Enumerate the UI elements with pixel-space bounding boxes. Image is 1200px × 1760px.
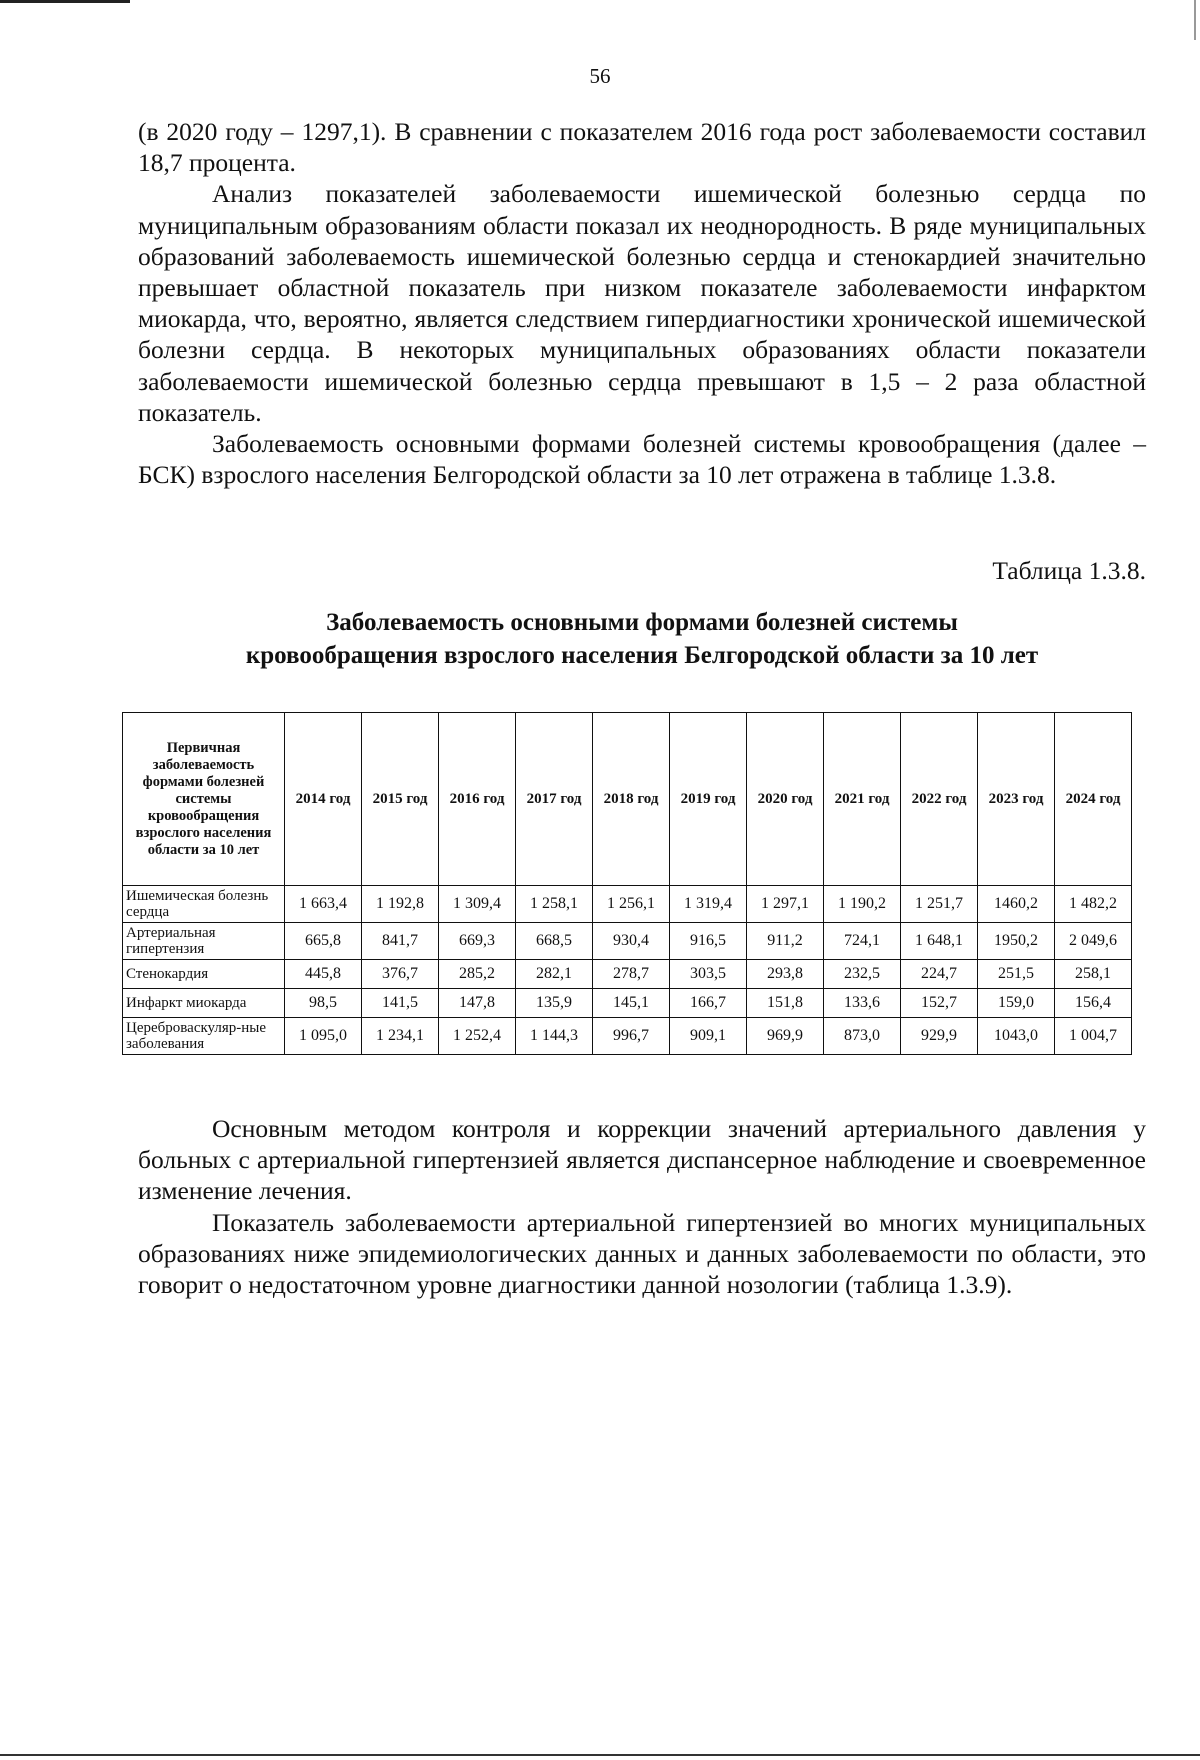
table-cell: 1 297,1 xyxy=(747,886,824,923)
table-cell: 969,9 xyxy=(747,1018,824,1055)
table-cell: 1 663,4 xyxy=(285,886,362,923)
table-cell: 911,2 xyxy=(747,923,824,960)
table-cell: 303,5 xyxy=(670,960,747,989)
table-cell: 909,1 xyxy=(670,1018,747,1055)
table-cell: 1043,0 xyxy=(978,1018,1055,1055)
table-cell: 151,8 xyxy=(747,989,824,1018)
outro-text xyxy=(138,1113,1146,1300)
table-cell: 156,4 xyxy=(1055,989,1132,1018)
table-cell: 1 258,1 xyxy=(516,886,593,923)
table-cell: 232,5 xyxy=(824,960,901,989)
table-cell: 1950,2 xyxy=(978,923,1055,960)
table-cell: 159,0 xyxy=(978,989,1055,1018)
table-cell: 669,3 xyxy=(439,923,516,960)
table-cell: 133,6 xyxy=(824,989,901,1018)
table-cell: 929,9 xyxy=(901,1018,978,1055)
year-header: 2023 год xyxy=(978,713,1055,886)
table-title xyxy=(138,606,1146,672)
table-cell: 293,8 xyxy=(747,960,824,989)
row-label: Ишемическая болезнь сердца xyxy=(123,886,285,923)
table-cell: 1 190,2 xyxy=(824,886,901,923)
year-header: 2016 год xyxy=(439,713,516,886)
table-row xyxy=(123,989,1132,1018)
table-cell: 1 192,8 xyxy=(362,886,439,923)
table-cell: 665,8 xyxy=(285,923,362,960)
outro-paragraph: Основным методом контроля и коррекции значений артериального давления у больных с артериальной гипертензией является диспансерное наблюдение и своевременное изменение лечения. xyxy=(138,1114,1146,1206)
table-cell: 1 256,1 xyxy=(593,886,670,923)
table-cell: 141,5 xyxy=(362,989,439,1018)
intro-paragraph: Заболеваемость основными формами болезней системы кровообращения (далее – БСК) взрослого населения Белгородской области за 10 лет отражена в таблице 1.3.8. xyxy=(138,429,1146,490)
year-header: 2020 год xyxy=(747,713,824,886)
table-cell: 1 251,7 xyxy=(901,886,978,923)
row-label: Инфаркт миокарда xyxy=(123,989,285,1018)
table-cell: 135,9 xyxy=(516,989,593,1018)
table-cell: 166,7 xyxy=(670,989,747,1018)
table-cell: 1 004,7 xyxy=(1055,1018,1132,1055)
table-cell: 841,7 xyxy=(362,923,439,960)
table-cell: 282,1 xyxy=(516,960,593,989)
table-cell: 1 144,3 xyxy=(516,1018,593,1055)
table-row xyxy=(123,1018,1132,1055)
table-cell: 445,8 xyxy=(285,960,362,989)
table-cell: 1 482,2 xyxy=(1055,886,1132,923)
year-header: 2017 год xyxy=(516,713,593,886)
year-header: 2015 год xyxy=(362,713,439,886)
row-label: Артериальная гипертензия xyxy=(123,923,285,960)
year-header: 2024 год xyxy=(1055,713,1132,886)
year-header: 2014 год xyxy=(285,713,362,886)
corner-header: Первичная заболеваемость формами болезней системы кровообращения взрослого населения области за 10 лет xyxy=(123,713,285,886)
table-cell: 224,7 xyxy=(901,960,978,989)
table-cell: 258,1 xyxy=(1055,960,1132,989)
table-row xyxy=(123,886,1132,923)
table-cell: 1 234,1 xyxy=(362,1018,439,1055)
table-cell: 930,4 xyxy=(593,923,670,960)
table-cell: 376,7 xyxy=(362,960,439,989)
incidence-table xyxy=(122,712,1132,1055)
scan-edge-line xyxy=(0,0,130,3)
table-header-row xyxy=(123,713,1132,886)
table-cell: 145,1 xyxy=(593,989,670,1018)
table-cell: 285,2 xyxy=(439,960,516,989)
table-cell: 1 319,4 xyxy=(670,886,747,923)
year-header: 2018 год xyxy=(593,713,670,886)
table-title-line: Заболеваемость основными формами болезней системы xyxy=(326,609,958,636)
intro-text xyxy=(138,116,1146,490)
table-row xyxy=(123,923,1132,960)
row-label: Цереброваскуляр-ные заболевания xyxy=(123,1018,285,1055)
table-cell: 724,1 xyxy=(824,923,901,960)
table-title-line: кровообращения взрослого населения Белгородской области за 10 лет xyxy=(245,642,1039,669)
page-number: 56 xyxy=(589,64,611,88)
table-cell: 147,8 xyxy=(439,989,516,1018)
table-cell: 278,7 xyxy=(593,960,670,989)
table-cell: 1 309,4 xyxy=(439,886,516,923)
table-cell: 1460,2 xyxy=(978,886,1055,923)
table-cell: 668,5 xyxy=(516,923,593,960)
table-cell: 873,0 xyxy=(824,1018,901,1055)
intro-paragraph: Анализ показателей заболеваемости ишемической болезнью сердца по муниципальным образованиям области показал их неоднородность. В ряде муниципальных образований заболеваемость ишемической болезнью сердца и стенокардией значительно превышает областной показатель при низком показателе заболеваемости инфарктом миокарда, что, вероятно, является следствием гипердиагностики хронической ишемической болезни сердца. В некоторых муниципальных образованиях области показатели заболеваемости ишемической болезнью сердца превышают в 1,5 – 2 раза областной показатель. xyxy=(138,179,1146,427)
scan-edge-mark xyxy=(1194,0,1196,40)
row-label: Стенокардия xyxy=(123,960,285,989)
outro-paragraph: Показатель заболеваемости артериальной гипертензией во многих муниципальных образованиях ниже эпидемиологических данных и данных заболеваемости по области, это говорит о недостаточном уровне диагностики данной нозологии (таблица 1.3.9). xyxy=(138,1207,1146,1300)
table-cell: 916,5 xyxy=(670,923,747,960)
table-cell: 251,5 xyxy=(978,960,1055,989)
table-cell: 1 252,4 xyxy=(439,1018,516,1055)
table-row xyxy=(123,960,1132,989)
table-cell: 152,7 xyxy=(901,989,978,1018)
intro-paragraph: (в 2020 году – 1297,1). В сравнении с показателем 2016 года рост заболеваемости составил 18,7 процента. xyxy=(138,117,1146,178)
scan-edge-line xyxy=(0,1754,1200,1756)
table-caption: Таблица 1.3.8. xyxy=(992,556,1146,585)
table-cell: 98,5 xyxy=(285,989,362,1018)
table-cell: 1 095,0 xyxy=(285,1018,362,1055)
table-cell: 1 648,1 xyxy=(901,923,978,960)
table-cell: 2 049,6 xyxy=(1055,923,1132,960)
year-header: 2021 год xyxy=(824,713,901,886)
year-header: 2019 год xyxy=(670,713,747,886)
table-cell: 996,7 xyxy=(593,1018,670,1055)
year-header: 2022 год xyxy=(901,713,978,886)
